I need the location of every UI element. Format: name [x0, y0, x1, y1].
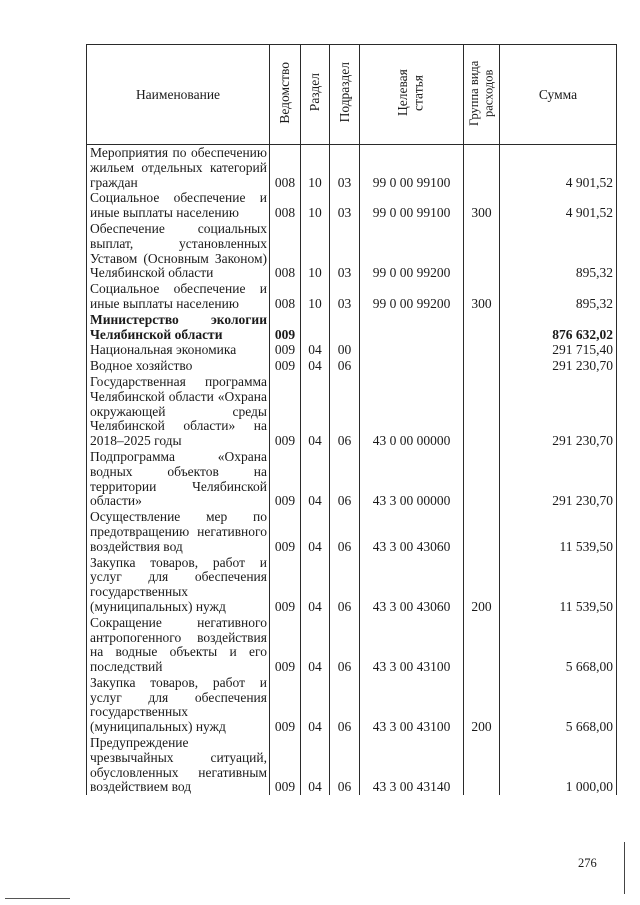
row-department-cell: 009 [270, 735, 301, 795]
row-subsection-cell [330, 312, 360, 343]
row-section-cell: 10 [301, 190, 330, 221]
table-row [87, 281, 617, 312]
row-amount-cell: 4 901,52 [500, 145, 617, 191]
row-target-article-cell: 99 0 00 99100 [360, 190, 464, 221]
header-department: Ведомство [270, 45, 301, 145]
row-subsection-cell: 03 [330, 281, 360, 312]
table-row [87, 449, 617, 509]
row-subsection-cell: 06 [330, 675, 360, 735]
table-row [87, 145, 617, 191]
row-expense-group-cell [464, 145, 500, 191]
row-subsection-cell: 06 [330, 509, 360, 554]
row-name-cell: Осуществление мер по предотвращению негативного воздействия вод [87, 509, 270, 554]
row-amount-cell: 5 668,00 [500, 675, 617, 735]
row-subsection-cell: 03 [330, 190, 360, 221]
header-target-article: Целевая статья [360, 45, 464, 145]
row-section-cell: 04 [301, 374, 330, 449]
row-section-cell [301, 312, 330, 343]
row-target-article-cell: 43 3 00 43060 [360, 555, 464, 615]
row-expense-group-cell: 200 [464, 675, 500, 735]
row-subsection-cell: 06 [330, 735, 360, 795]
row-target-article-cell: 43 3 00 43100 [360, 675, 464, 735]
table-row [87, 358, 617, 374]
row-subsection-cell: 06 [330, 555, 360, 615]
header-expense-group: Группа вида расходов [464, 45, 500, 145]
row-name-cell: Подпрограмма «Охрана водных объектов на территории Челябинской области» [87, 449, 270, 509]
row-expense-group-cell [464, 735, 500, 795]
row-name-cell: Социальное обеспечение и иные выплаты населению [87, 190, 270, 221]
row-subsection-cell: 03 [330, 221, 360, 281]
row-subsection-cell: 06 [330, 449, 360, 509]
row-target-article-cell: 43 3 00 43060 [360, 509, 464, 554]
row-target-article-cell: 99 0 00 99100 [360, 145, 464, 191]
table-row [87, 555, 617, 615]
row-section-cell: 04 [301, 358, 330, 374]
row-department-cell: 009 [270, 374, 301, 449]
row-name-cell: Государственная программа Челябинской области «Охрана окружающей среды Челябинской области» на 2018–2025 годы [87, 374, 270, 449]
page-number: 276 [578, 856, 597, 870]
row-amount-cell: 291 230,70 [500, 449, 617, 509]
row-amount-cell: 291 230,70 [500, 374, 617, 449]
header-name: Наименование [87, 45, 270, 145]
table-body [87, 145, 617, 796]
scan-edge-line [624, 842, 625, 894]
row-amount-cell: 11 539,50 [500, 509, 617, 554]
row-section-cell: 10 [301, 145, 330, 191]
row-amount-cell: 291 230,70 [500, 358, 617, 374]
row-expense-group-cell [464, 449, 500, 509]
row-subsection-cell: 06 [330, 615, 360, 675]
row-department-cell: 008 [270, 190, 301, 221]
table-row [87, 312, 617, 343]
budget-table-container [86, 44, 616, 795]
row-subsection-cell: 06 [330, 374, 360, 449]
table-row [87, 374, 617, 449]
row-section-cell: 04 [301, 615, 330, 675]
row-name-cell: Закупка товаров, работ и услуг для обеспечения государственных (муниципальных) нужд [87, 675, 270, 735]
footer-rule [5, 898, 70, 899]
row-name-cell: Социальное обеспечение и иные выплаты населению [87, 281, 270, 312]
row-section-cell: 04 [301, 555, 330, 615]
row-expense-group-cell [464, 342, 500, 358]
row-department-cell: 008 [270, 281, 301, 312]
row-section-cell: 04 [301, 342, 330, 358]
row-name-cell: Водное хозяйство [87, 358, 270, 374]
row-expense-group-cell [464, 615, 500, 675]
row-target-article-cell [360, 312, 464, 343]
row-amount-cell: 4 901,52 [500, 190, 617, 221]
row-department-cell: 009 [270, 675, 301, 735]
table-row [87, 615, 617, 675]
row-target-article-cell: 99 0 00 99200 [360, 221, 464, 281]
row-name-cell: Закупка товаров, работ и услуг для обеспечения государственных (муниципальных) нужд [87, 555, 270, 615]
row-subsection-cell: 00 [330, 342, 360, 358]
row-amount-cell: 1 000,00 [500, 735, 617, 795]
row-section-cell: 04 [301, 735, 330, 795]
row-name-cell: Национальная экономика [87, 342, 270, 358]
row-target-article-cell: 99 0 00 99200 [360, 281, 464, 312]
row-target-article-cell: 43 0 00 00000 [360, 374, 464, 449]
row-section-cell: 04 [301, 449, 330, 509]
row-expense-group-cell [464, 221, 500, 281]
row-department-cell: 009 [270, 358, 301, 374]
header-amount: Сумма [500, 45, 617, 145]
budget-table [86, 44, 617, 795]
table-row [87, 221, 617, 281]
row-name-cell: Мероприятия по обеспечению жильем отдельных категорий граждан [87, 145, 270, 191]
row-section-cell: 10 [301, 281, 330, 312]
row-department-cell: 009 [270, 615, 301, 675]
row-section-cell: 10 [301, 221, 330, 281]
row-department-cell: 009 [270, 509, 301, 554]
row-name-cell: Министерство экологии Челябинской области [87, 312, 270, 343]
row-department-cell: 009 [270, 342, 301, 358]
table-row [87, 509, 617, 554]
row-target-article-cell: 43 3 00 00000 [360, 449, 464, 509]
row-subsection-cell: 06 [330, 358, 360, 374]
table-row [87, 675, 617, 735]
row-expense-group-cell: 300 [464, 190, 500, 221]
row-section-cell: 04 [301, 675, 330, 735]
row-target-article-cell: 43 3 00 43100 [360, 615, 464, 675]
row-department-cell: 008 [270, 145, 301, 191]
row-department-cell: 008 [270, 221, 301, 281]
row-expense-group-cell [464, 312, 500, 343]
header-section: Раздел [301, 45, 330, 145]
row-amount-cell: 5 668,00 [500, 615, 617, 675]
row-amount-cell: 876 632,02 [500, 312, 617, 343]
row-amount-cell: 895,32 [500, 281, 617, 312]
row-section-cell: 04 [301, 509, 330, 554]
row-target-article-cell [360, 342, 464, 358]
row-name-cell: Предупреждение чрезвычайных ситуаций, обусловленных негативным воздействием вод [87, 735, 270, 795]
row-amount-cell: 291 715,40 [500, 342, 617, 358]
row-amount-cell: 895,32 [500, 221, 617, 281]
row-amount-cell: 11 539,50 [500, 555, 617, 615]
row-department-cell: 009 [270, 312, 301, 343]
header-subsection: Подраздел [330, 45, 360, 145]
row-name-cell: Обеспечение социальных выплат, установленных Уставом (Основным Законом) Челябинской области [87, 221, 270, 281]
row-department-cell: 009 [270, 449, 301, 509]
row-subsection-cell: 03 [330, 145, 360, 191]
row-department-cell: 009 [270, 555, 301, 615]
row-expense-group-cell: 200 [464, 555, 500, 615]
table-row [87, 735, 617, 795]
row-expense-group-cell [464, 358, 500, 374]
row-expense-group-cell [464, 374, 500, 449]
row-target-article-cell [360, 358, 464, 374]
table-header-row [87, 45, 617, 145]
row-expense-group-cell [464, 509, 500, 554]
row-target-article-cell: 43 3 00 43140 [360, 735, 464, 795]
table-row [87, 190, 617, 221]
row-expense-group-cell: 300 [464, 281, 500, 312]
table-row [87, 342, 617, 358]
row-name-cell: Сокращение негативного антропогенного воздействия на водные объекты и его последствий [87, 615, 270, 675]
